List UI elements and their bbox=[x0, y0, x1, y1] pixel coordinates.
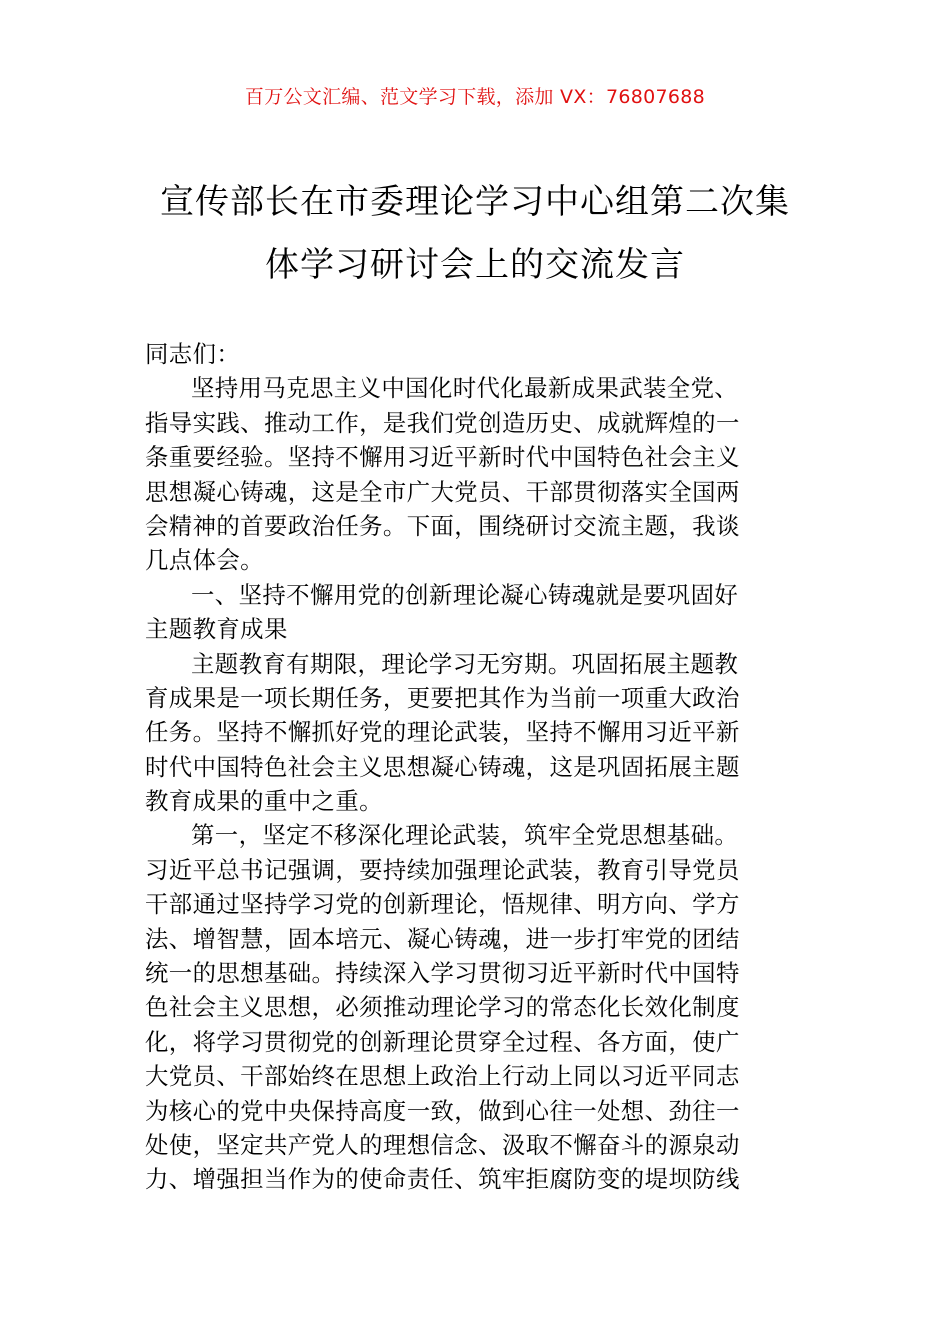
paragraph-line: 化，将学习贯彻党的创新理论贯穿全过程、各方面，使广 bbox=[145, 1027, 740, 1056]
paragraph-line: 第一，坚定不移深化理论武装，筑牢全党思想基础。 bbox=[191, 821, 739, 850]
document-title bbox=[130, 171, 820, 297]
header-promo-note: 百万公文汇编、范文学习下载，添加 VX：76807688 bbox=[244, 86, 706, 108]
paragraph-line: 大党员、干部始终在思想上政治上行动上同以习近平同志 bbox=[145, 1062, 740, 1091]
paragraph-line: 坚持用马克思主义中国化时代化最新成果武装全党、 bbox=[191, 374, 739, 403]
paragraph-line: 主题教育有期限，理论学习无穷期。巩固拓展主题教 bbox=[191, 649, 739, 678]
paragraph-line: 时代中国特色社会主义思想凝心铸魂，这是巩固拓展主题 bbox=[145, 752, 740, 781]
paragraph-line: 统一的思想基础。持续深入学习贯彻习近平新时代中国特 bbox=[145, 959, 740, 988]
section-heading-line: 一、坚持不懈用党的创新理论凝心铸魂就是要巩固好 bbox=[191, 580, 739, 609]
paragraph-line: 处使，坚定共产党人的理想信念、汲取不懈奋斗的源泉动 bbox=[145, 1130, 740, 1159]
paragraph-line: 任务。坚持不懈抓好党的理论武装，坚持不懈用习近平新 bbox=[145, 718, 740, 747]
paragraph-line: 色社会主义思想，必须推动理论学习的常态化长效化制度 bbox=[145, 993, 740, 1022]
section-heading-line: 主题教育成果 bbox=[145, 615, 288, 644]
paragraph-line: 条重要经验。坚持不懈用习近平新时代中国特色社会主义 bbox=[145, 443, 740, 472]
paragraph-line: 指导实践、推动工作，是我们党创造历史、成就辉煌的一 bbox=[145, 408, 740, 437]
paragraph-line: 育成果是一项长期任务，更要把其作为当前一项重大政治 bbox=[145, 683, 740, 712]
paragraph-line: 教育成果的重中之重。 bbox=[145, 787, 383, 816]
paragraph-line: 几点体会。 bbox=[145, 546, 264, 575]
paragraph-line: 法、增智慧，固本培元、凝心铸魂，进一步打牢党的团结 bbox=[145, 924, 740, 953]
title-line: 体学习研讨会上的交流发言 bbox=[265, 245, 685, 285]
paragraph-line: 思想凝心铸魂，这是全市广大党员、干部贯彻落实全国两 bbox=[145, 477, 740, 506]
paragraph-line: 为核心的党中央保持高度一致，做到心往一处想、劲往一 bbox=[145, 1096, 740, 1125]
salutation: 同志们： bbox=[145, 340, 241, 368]
title-line: 宣传部长在市委理论学习中心组第二次集 bbox=[160, 182, 790, 222]
paragraph-line: 会精神的首要政治任务。下面，围绕研讨交流主题，我谈 bbox=[145, 511, 740, 540]
paragraph-line: 干部通过坚持学习党的创新理论，悟规律、明方向、学方 bbox=[145, 890, 740, 919]
document-body bbox=[145, 337, 807, 1197]
paragraph-line: 力、增强担当作为的使命责任、筑牢拒腐防变的堤坝防线 bbox=[145, 1165, 740, 1194]
paragraph-line: 习近平总书记强调，要持续加强理论武装，教育引导党员 bbox=[145, 855, 740, 884]
